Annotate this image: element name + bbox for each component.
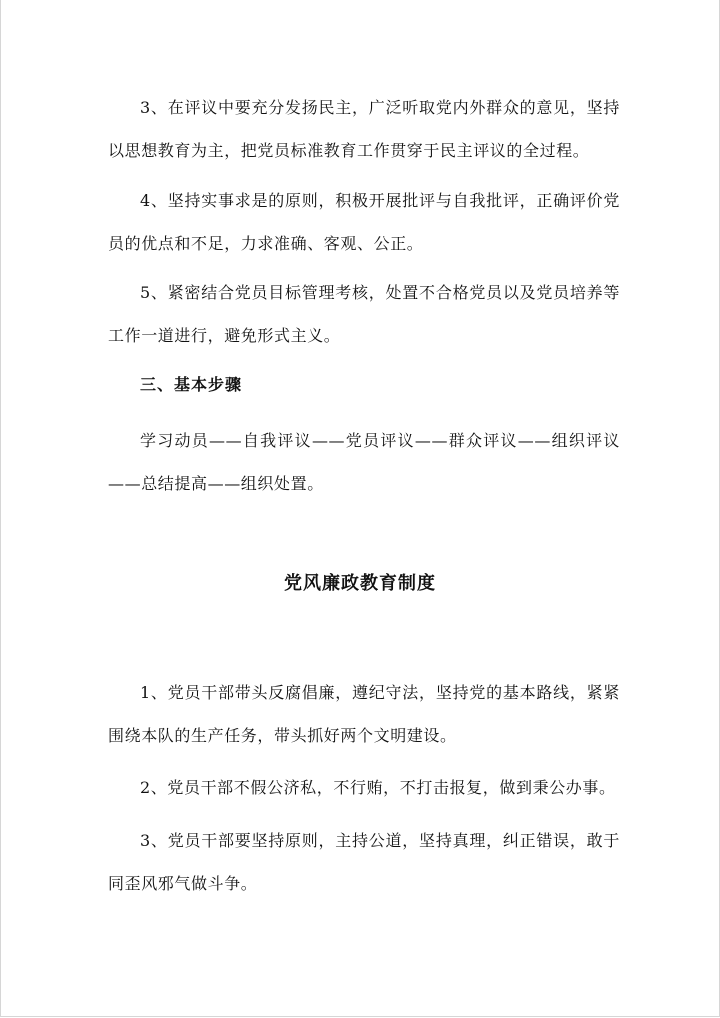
steps-paragraph: 学习动员——自我评议——党员评议——群众评议——组织评议——总结提高——组织处置。 xyxy=(108,431,620,493)
paragraph-5-target-management: 5、紧密结合党员目标管理考核，处置不合格党员以及党员培养等工作一道进行，避免形式主义。 xyxy=(108,283,620,345)
rule-paragraph-3: 3、党员干部要坚持原则，主持公道，坚持真理，纠正错误，敢于同歪风邪气做斗争。 xyxy=(108,831,620,893)
rule-paragraph-2: 2、党员干部不假公济私，不行贿，不打击报复，做到秉公办事。 xyxy=(140,778,616,797)
rule-paragraph-1: 1、党员干部带头反腐倡廉，遵纪守法，坚持党的基本路线，紧紧围绕本队的生产任务，带头抓好两个文明建设。 xyxy=(108,683,620,745)
page-title: 党风廉政教育制度 xyxy=(284,573,436,594)
paragraph-3-democracy: 3、在评议中要充分发扬民主，广泛听取党内外群众的意见，坚持以思想教育为主，把党员标准教育工作贯穿于民主评议的全过程。 xyxy=(108,98,620,160)
section-heading-basic-steps: 三、基本步骤 xyxy=(140,375,243,394)
paragraph-4-seek-truth: 4、坚持实事求是的原则，积极开展批评与自我批评，正确评价党员的优点和不足，力求准确、客观、公正。 xyxy=(108,191,620,253)
